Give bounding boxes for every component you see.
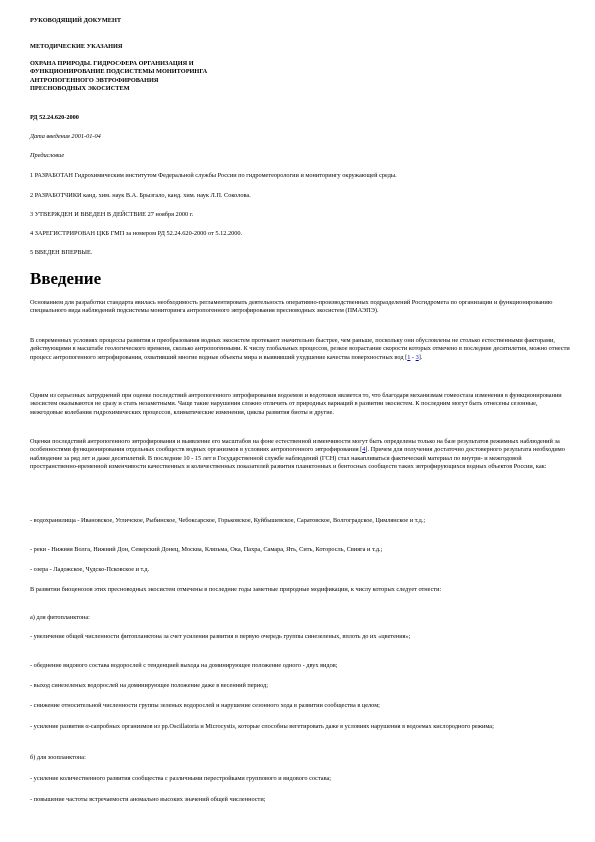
title-line: ПРЕСНОВОДНЫХ ЭКОСИСТЕМ xyxy=(30,85,130,93)
section-heading: Введение xyxy=(30,269,102,288)
paragraph-text: ]. Причем для получения достаточно достоверного результата необходимо наблюдение за ряд лет и даже десятилетий. В последние 10 - 15 лет в Государственной службе наблюдений (ГСН) стал накапливаться фактический материал по внутри- и межгодовой пространственно-временной изменчивости качественных и количественных показателей развития планктонных и бентосных сообществ таких эвтрофирующихся водных объектов России, как: xyxy=(30,446,565,471)
intro-paragraph-1: Основанием для разработки стандарта явилась необходимость регламентировать деятельность оперативно-производственных подразделений Росгидромета по организации и функционированию специального вида наблюдений подсистемы мониторинга антропогенного эвтрофирования пресноводных экосистем (ПМАЭПЭ). xyxy=(30,299,553,315)
preface-item: 1 РАЗРАБОТАН Гидрохимическим институтом Федеральной службы России по гидрометеорологии и мониторингу окружающей среды. xyxy=(30,172,397,179)
intro-paragraph-4 xyxy=(30,438,570,472)
paragraph-end: ]. xyxy=(418,353,423,361)
zoo-item: - усиление количественного развития сообщества с различными перестройками группового и видового состава; xyxy=(30,775,332,782)
zoo-item: - повышение частоты встречаемости аномально высоких значений общей численности; xyxy=(30,796,266,803)
title-line: ОХРАНА ПРИРОДЫ. ГИДРОСФЕРА ОРГАНИЗАЦИЯ И xyxy=(30,60,194,67)
title-line: АНТРОПОГЕННОГО ЭВТРОФИРОВАНИЯ xyxy=(30,76,159,84)
reference-link-4[interactable]: 4 xyxy=(362,446,366,454)
subheading-phytoplankton: а) для фитопланктона: xyxy=(30,614,90,621)
reference-separator: - xyxy=(410,353,416,361)
reference-link-1[interactable]: 1 xyxy=(407,353,411,361)
preface-heading: Предисловие xyxy=(30,152,65,159)
preface-item: 2 РАЗРАБОТЧИКИ канд. хим. наук В.А. Брызгало, канд. хим. наук Л.П. Соколова. xyxy=(30,192,251,199)
paragraph-text: В современных условиях процессы развития и преобразования водных экосистем протекают значительно быстрее, чем раньше, поскольку они обусловлены не столько естественными факторами, действующими в масштабе геологического времени, сколько антропогенными. К числу глобальных процессов, резкое возрастание скорости которых отмечено в последние десятилетия, можно отнести процесс антропогенного эвтрофирования, охвативший многие водные объекты мира и выявивший ухудшение качества поверхностных вод [ xyxy=(30,337,570,361)
intro-paragraph-3: Одним из серьезных затруднений при оценке последствий антропогенного эвтрофирования водоемов и водотоков является то, что благодаря механизмам гомеостаза изменения в функционировании экосистем оказываются не сразу и стать незаметными. Чаще такие нарушения сложно отличить от природных вариаций в развитии экосистем. К последним могут быть отнесены сезонные, межгодовые колебания гидрохимических процессов, климатические изменения, циклы развития биоты и другие. xyxy=(30,392,562,416)
object-item-reservoirs: - водохранилища - Ивановское, Угличское, Рыбинское, Чебоксарское, Горьковское, Куйбышевское, Саратовское, Волгоградское, Цимлянское и т.д.; xyxy=(30,517,426,524)
phyto-item: - снижение относительной численности группы зеленых водорослей и нарушение сезонного хода в развитии сообщества в целом; xyxy=(30,702,380,709)
preface-item: 4 ЗАРЕГИСТРИРОВАН ЦКБ ГМП за номером РД 52.24.620-2000 от 5.12.2000. xyxy=(30,230,243,237)
phyto-item: - увеличение общей численности фитопланктона за счет усиления развития в первую очередь группы синезеленых, вплоть до их «цветения»; xyxy=(30,633,411,640)
title-line: ФУНКЦИОНИРОВАНИЕ ПОДСИСТЕМЫ МОНИТОРИНГА xyxy=(30,68,208,76)
subheading-zooplankton: б) для зоопланктона: xyxy=(30,754,86,761)
object-item-lakes: - озера - Ладожское, Чудско-Псковское и т.д. xyxy=(30,566,150,573)
intro-date: Дата введения 2001-01-04 xyxy=(30,133,101,140)
document-title xyxy=(30,60,570,94)
guideline-label: МЕТОДИЧЕСКИЕ УКАЗАНИЯ xyxy=(30,43,123,50)
doc-type: РУКОВОДЯЩИЙ ДОКУМЕНТ xyxy=(30,17,122,24)
reference-link-3[interactable]: 3 xyxy=(415,353,419,361)
intro-paragraph-5: В развитии биоценозов этих пресноводных экосистем отмечены в последние годы заметные природные модификации, к числу которых следует отнести: xyxy=(30,586,442,593)
phyto-item: - выход синезеленых водорослей на доминирующее положение даже в весенний период; xyxy=(30,682,268,689)
preface-item: 5 ВВЕДЕН ВПЕРВЫЕ. xyxy=(30,249,93,256)
intro-paragraph-2 xyxy=(30,337,570,362)
doc-number: РД 52.24.620-2000 xyxy=(30,114,79,121)
phyto-item: - обеднение видового состава водорослей с тенденцией выхода на доминирующее положение одного - двух видов; xyxy=(30,662,338,669)
phyto-item: - усиление развития α-сапробных организмов из рр.Oscillatoria и Microcystis, которые способны вегетировать даже в условиях нарушения в водоемах кислородного режима; xyxy=(30,723,494,730)
preface-item: 3 УТВЕРЖДЕН И ВВЕДЕН В ДЕЙСТВИЕ 27 ноября 2000 г. xyxy=(30,211,194,218)
object-item-rivers: - реки - Нижняя Волга, Нижний Дон, Северский Донец, Москва, Клязьма, Ока, Пахра, Самара, Ять, Сить, Которосль, Свияга и т.д.; xyxy=(30,546,383,553)
paragraph-text: Оценки последствий антропогенного эвтрофирования и выявление его масштабов на фоне естественной изменчивости могут быть определены только на базе результатов режимных наблюдений за особенностями функционирования отдельных сообществ водных организмов в условиях антропогенного эвтрофирования [ xyxy=(30,438,560,454)
